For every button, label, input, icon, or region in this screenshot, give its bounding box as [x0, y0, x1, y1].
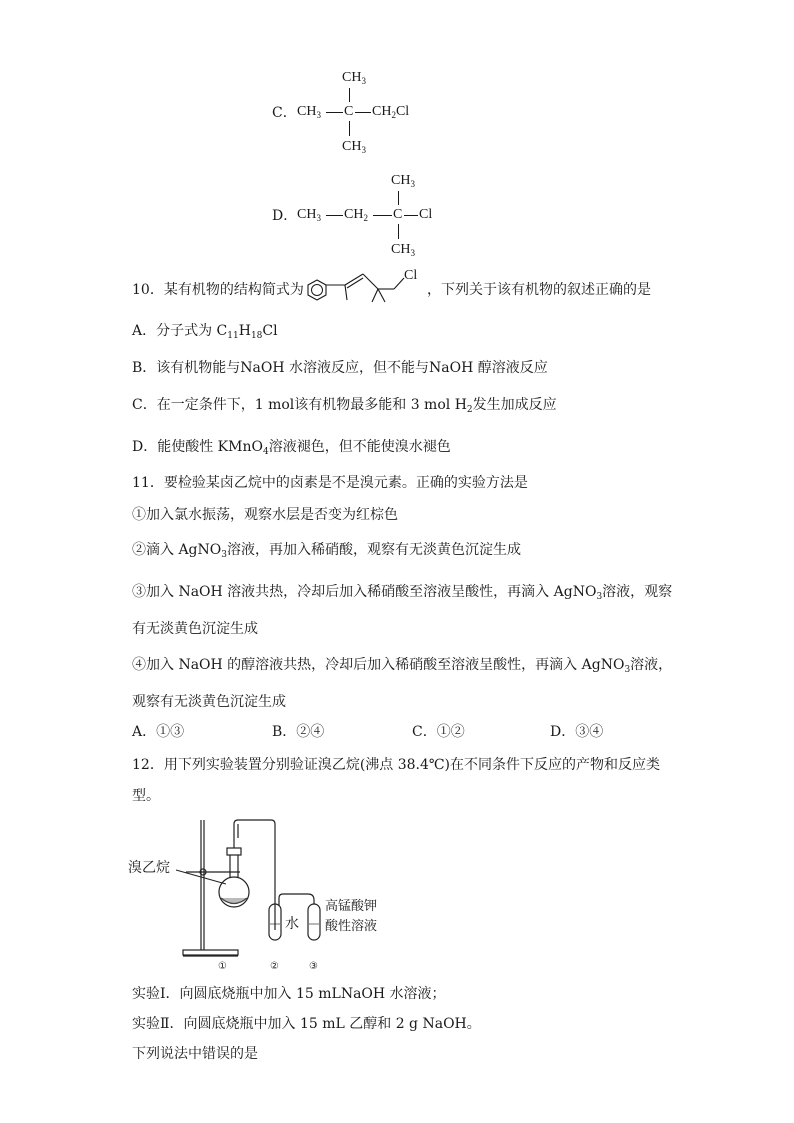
experiment-2: 实验Ⅱ．向圆底烧瓶中加入 15 mL 乙醇和 2 g NaOH。 — [132, 1016, 481, 1032]
question-11-item-4-line-1: ④加入 NaOH 的醇溶液共热，冷却后加入稀硝酸至溶液呈酸性，再滴入 AgNO$_3$溶液， — [132, 657, 673, 675]
question-12-stem-line-1: 12．用下列实验装置分别验证溴乙烷(沸点 38.4℃)在不同条件下反应的产物和反应类 — [132, 757, 661, 773]
label-kmno4-line-2: 酸性溶液 — [325, 919, 378, 934]
structure-d-center-carbon: C — [393, 207, 403, 222]
label-apparatus-1: ① — [218, 961, 227, 972]
label-water: 水 — [285, 916, 299, 932]
label-apparatus-2: ② — [270, 961, 279, 972]
bond-line — [326, 112, 343, 113]
structure-c-top-group: $CH_3$ — [342, 70, 366, 86]
question-11-item-3-line-2: 有无淡黄色沉淀生成 — [132, 621, 258, 637]
question-11-choice-d: D．③④ — [550, 724, 604, 740]
label-apparatus-3: ③ — [309, 961, 318, 972]
question-11-choice-c: C．①② — [412, 724, 465, 740]
molecule-structure-image — [300, 262, 428, 308]
molecule-chlorine-label: Cl — [404, 268, 418, 283]
question-11-item-1: ①加入氯水振荡，观察水层是否变为红棕色 — [132, 507, 398, 523]
structure-d-bottom-group: $CH_3$ — [391, 242, 415, 258]
question-10-option-b: B．该有机物能与NaOH 水溶液反应，但不能与NaOH 醇溶液反应 — [132, 360, 548, 376]
question-11-item-3-line-1: ③加入 NaOH 溶液共热，冷却后加入稀硝酸至溶液呈酸性，再滴入 AgNO$_3$溶液，观察 — [132, 584, 673, 602]
structure-d-left1: $CH_3$ — [297, 207, 321, 223]
question-11-item-4-line-2: 观察有无淡黄色沉淀生成 — [132, 694, 286, 710]
structure-d-left2: $CH_2$ — [344, 207, 368, 223]
question-10-option-a: A．分子式为 $C_{11}H_{18}Cl$ — [132, 323, 278, 341]
bond-line — [326, 215, 343, 216]
structure-d-top-group: $CH_3$ — [391, 173, 415, 189]
bond-line — [373, 215, 392, 216]
experiment-1: 实验Ⅰ．向圆底烧瓶中加入 15 mLNaOH 水溶液； — [132, 986, 446, 1002]
bond-line — [349, 121, 350, 136]
experiment-apparatus-diagram — [128, 812, 398, 972]
question-11-stem: 11．要检验某卤乙烷中的卤素是不是溴元素。正确的实验方法是 — [132, 475, 528, 491]
structure-d-right-group: Cl — [419, 207, 433, 222]
question-10-stem-prefix: 10．某有机物的结构简式为 — [132, 282, 304, 298]
structure-c-bottom-group: $CH_3$ — [342, 139, 366, 155]
label-kmno4-line-1: 高锰酸钾 — [325, 899, 378, 914]
structure-c-left-group: $CH_3$ — [297, 104, 321, 120]
question-12-stem-line-2: 型。 — [132, 788, 160, 804]
question-11-choice-a: A．①③ — [132, 724, 185, 740]
question-12-tail: 下列说法中错误的是 — [132, 1046, 258, 1062]
option-d-label: D． — [272, 208, 298, 224]
structure-c-center-carbon: C — [344, 104, 354, 119]
question-10-stem-suffix: ，下列关于该有机物的叙述正确的是 — [427, 282, 651, 298]
structure-c-right-group: $CH_2Cl$ — [372, 104, 410, 120]
question-11-item-2: ②滴入 AgNO$_3$溶液，再加入稀硝酸，观察有无淡黄色沉淀生成 — [132, 542, 521, 560]
bond-line — [398, 224, 399, 239]
label-bromoethane: 溴乙烷 — [128, 860, 170, 876]
bond-line — [398, 191, 399, 205]
question-10-option-d: D．能使酸性 KMnO$_4$溶液褪色，但不能使溴水褪色 — [132, 439, 451, 457]
question-11-choice-b: B．②④ — [272, 724, 325, 740]
question-10-option-c: C．在一定条件下，1 mol该有机物最多能和 3 mol $H_2$发生加成反应 — [132, 397, 557, 415]
bond-line — [349, 88, 350, 102]
bond-line — [404, 215, 418, 216]
option-c-label: C． — [272, 105, 297, 121]
bond-line — [355, 112, 371, 113]
